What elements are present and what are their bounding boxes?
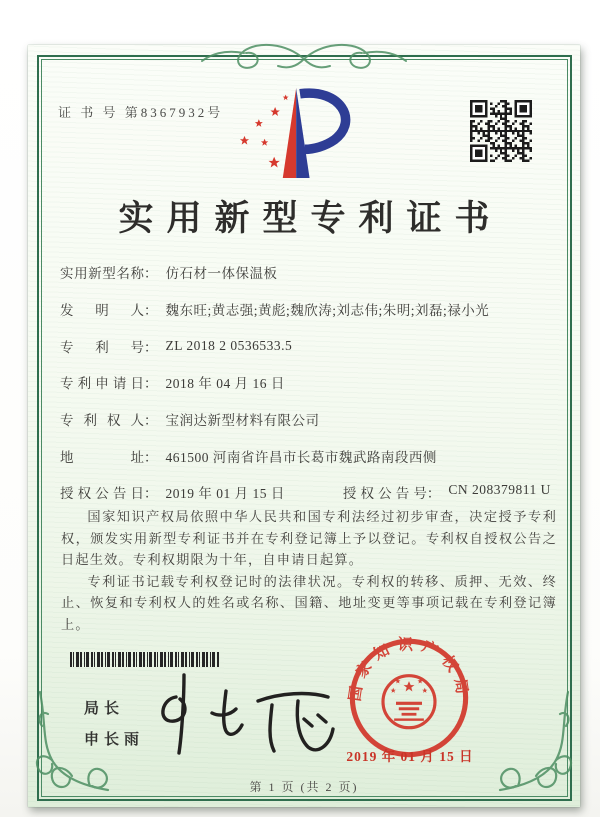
field-row bbox=[60, 254, 562, 291]
field-colon: ： bbox=[144, 486, 158, 502]
field-colon: ： bbox=[426, 486, 441, 502]
field-label: 地址 bbox=[60, 449, 144, 465]
seal-text: 国家知识产权局 bbox=[346, 636, 472, 703]
director-title: 局长 bbox=[84, 700, 125, 717]
field-label: 专利申请日 bbox=[60, 376, 144, 392]
field-list bbox=[60, 254, 562, 511]
legal-paragraph: 国家知识产权局依照中华人民共和国专利法经过初步审查，决定授予专利权，颁发实用新型专利证书并在专利登记簿上予以登记。专利权自授权公告之日起生效。专利权期限为十年，自申请日起算。 bbox=[61, 509, 557, 567]
official-seal bbox=[344, 633, 474, 763]
page-number: 第 1 页 (共 2 页) bbox=[249, 780, 359, 794]
field-label: 授权公告日 bbox=[60, 486, 144, 502]
logo-wedge-right bbox=[296, 88, 309, 178]
field-colon: ： bbox=[144, 449, 158, 465]
certificate-number: 证 书 号 第8367932号 bbox=[58, 105, 224, 120]
field-colon: ： bbox=[144, 303, 158, 319]
svg-text:国家知识产权局 bbox=[346, 636, 472, 703]
page-title: 实用新型专利证书 bbox=[118, 199, 503, 238]
cnipa-logo bbox=[233, 85, 367, 183]
field-label: 专利权人 bbox=[60, 413, 144, 429]
logo-wedge-left bbox=[283, 88, 296, 178]
field-value: 2018 年 04 月 16 日 bbox=[165, 376, 285, 392]
field-label: 实用新型名称 bbox=[60, 266, 144, 282]
field-value: 宝润达新型材料有限公司 bbox=[165, 413, 320, 429]
seal-date: 2019 年 01 月 15 日 bbox=[346, 749, 474, 764]
field-colon: ： bbox=[144, 266, 158, 282]
director-signature bbox=[146, 667, 341, 759]
field-value: 461500 河南省许昌市长葛市魏武路南段西侧 bbox=[165, 449, 437, 465]
field-value: 魏东旺;黄志强;黄彪;魏欣涛;刘志伟;朱明;刘磊;禄小光 bbox=[165, 303, 490, 319]
field-value: 2019 年 01 月 15 日 bbox=[165, 486, 285, 502]
field-row bbox=[60, 364, 562, 401]
director-name: 申长雨 bbox=[84, 731, 145, 748]
field-label: 专利号 bbox=[60, 339, 144, 355]
field-value: ZL 2018 2 0536533.5 bbox=[165, 337, 293, 353]
top-center-flourish-ornament bbox=[196, 39, 412, 77]
field-row bbox=[60, 401, 562, 438]
grant-number-pair bbox=[343, 482, 551, 502]
logo-stars bbox=[240, 95, 289, 168]
director-block bbox=[84, 693, 144, 755]
field-colon: ： bbox=[144, 376, 158, 392]
logo-p-bowl bbox=[300, 93, 346, 149]
field-value: 仿石材一体保温板 bbox=[165, 266, 278, 282]
field-label: 授权公告号 bbox=[342, 486, 427, 502]
barcode bbox=[70, 652, 222, 667]
qr-code bbox=[470, 100, 532, 162]
seal-national-emblem bbox=[383, 676, 435, 728]
field-value: CN 208379811 U bbox=[448, 482, 551, 498]
field-colon: ： bbox=[144, 413, 158, 429]
legal-paragraph: 专利证书记载专利权登记时的法律状况。专利权的转移、质押、无效、终止、恢复和专利权人的姓名或名称、国籍、地址变更等事项记载在专利登记簿上。 bbox=[61, 573, 557, 632]
field-colon: ： bbox=[144, 339, 158, 355]
field-row bbox=[60, 291, 562, 328]
legal-text bbox=[61, 506, 557, 635]
field-row bbox=[60, 327, 562, 364]
certificate-page bbox=[28, 45, 580, 807]
field-row bbox=[60, 437, 562, 474]
field-label: 发明人 bbox=[60, 303, 144, 319]
